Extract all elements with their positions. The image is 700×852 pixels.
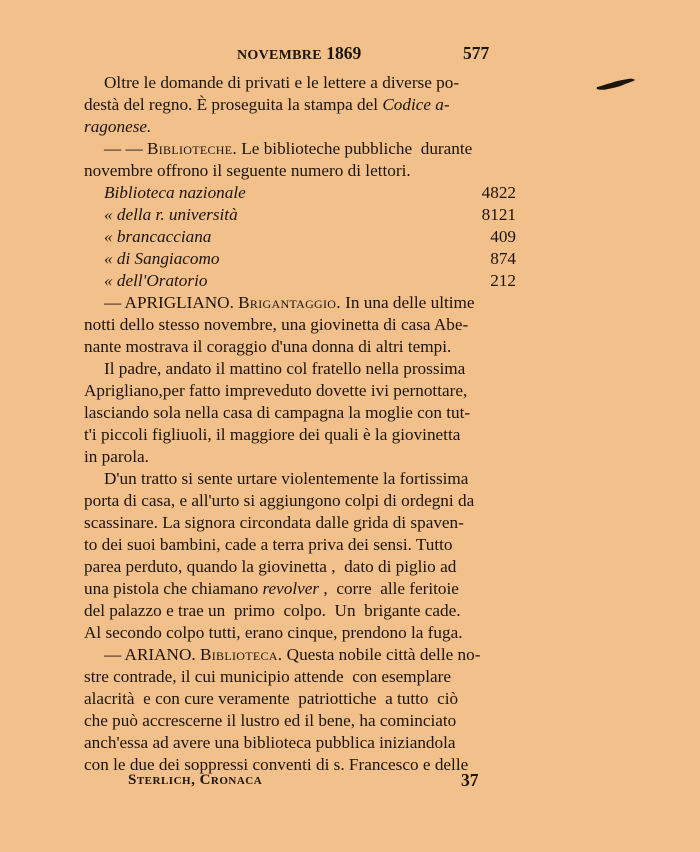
text-line: che può accrescerne il lustro ed il bene, ha cominciato — [84, 711, 457, 730]
text-line: con le due dei soppressi conventi di s. Francesco e delle — [84, 755, 469, 774]
text-line — [84, 95, 450, 115]
text-line: parea perduto, quando la giovinetta , dato di piglio ad — [84, 557, 457, 576]
text-span: Le biblioteche pubbliche durante — [236, 139, 473, 158]
italic-title: Codice a- — [382, 95, 450, 114]
text-line: porta di casa, e all'urto si aggiungono colpi di ordegni da — [84, 491, 475, 510]
library-count: 8121 — [481, 205, 516, 224]
text-line: anch'essa ad avere una biblioteca pubblica iniziandola — [84, 733, 456, 752]
running-footer: Sterlich, Cronaca — [128, 772, 263, 788]
italic-word: revolver — [262, 579, 320, 598]
section-heading-line — [104, 645, 480, 665]
text-line: D'un tratto si sente urtare violentemente la fortissima — [104, 469, 469, 488]
library-count: 212 — [490, 271, 516, 290]
text-line: scassinare. La signora circondata dalle grida di spaven- — [84, 513, 464, 532]
section-label: Brigantaggio. — [238, 293, 341, 312]
text-line: alacrità e con cure veramente patriottiche a tutto ciò — [84, 689, 459, 708]
text-line: t'i piccoli figliuoli, il maggiore dei quali è la giovinetta — [84, 425, 461, 444]
library-count: 4822 — [481, 183, 516, 202]
text-line: to dei suoi bambini, cade a terra priva dei sensi. Tutto — [84, 535, 453, 554]
text-line: nante mostrava il coraggio d'una donna di altri tempi. — [84, 337, 452, 356]
text-line: del palazzo e trae un primo colpo. Un brigante cade. — [84, 601, 461, 620]
text-line — [84, 579, 459, 599]
dash: — — — [104, 139, 147, 158]
page-number: 577 — [463, 43, 490, 63]
library-name: « della r. università — [104, 205, 238, 224]
text-line: lasciando sola nella casa di campagna la moglie con tut- — [84, 403, 471, 422]
section-heading-line — [104, 293, 475, 313]
text-span: Questa nobile città delle no- — [282, 645, 481, 664]
text-line: novembre offrono il seguente numero di lettori. — [84, 161, 411, 180]
library-count: 409 — [490, 227, 516, 246]
text-line: Il padre, andato il mattino col fratello nella prossima — [104, 359, 466, 378]
place-heading: — ARIANO. — [104, 645, 200, 664]
text-span: In una delle ultime — [340, 293, 475, 312]
library-name: « di Sangiacomo — [104, 249, 220, 268]
text-span: una pistola che chiamano — [84, 579, 263, 598]
text-line: notti dello stesso novembre, una giovinetta di casa Abe- — [84, 315, 469, 334]
header-month: NOVEMBRE — [237, 48, 322, 63]
text-span: destà del regno. È proseguita la stampa del — [84, 95, 383, 114]
running-header — [237, 43, 361, 66]
place-heading: — APRIGLIANO. — [104, 293, 239, 312]
library-count: 874 — [490, 249, 516, 268]
section-heading-line — [104, 139, 472, 159]
text-span: , corre alle feritoie — [319, 579, 459, 598]
text-line: Al secondo colpo tutti, erano cinque, prendono la fuga. — [84, 623, 463, 642]
library-name: « brancacciana — [104, 227, 212, 246]
text-line: stre contrade, il cui municipio attende con esemplare — [84, 667, 452, 686]
library-name: « dell'Oratorio — [104, 271, 208, 290]
section-label: Biblioteche. — [146, 139, 237, 158]
section-label: Biblioteca. — [199, 645, 283, 664]
text-line: Oltre le domande di privati e le lettere a diverse po- — [104, 73, 460, 92]
ink-smudge-icon — [596, 78, 636, 92]
library-name: Biblioteca nazionale — [104, 183, 246, 202]
text-line: in parola. — [84, 447, 149, 466]
header-year: 1869 — [326, 43, 362, 63]
text-line: Aprigliano,per fatto impreveduto dovette ivi pernottare, — [84, 381, 468, 400]
signature-mark: 37 — [461, 770, 479, 790]
text-line: ragonese. — [84, 117, 152, 136]
